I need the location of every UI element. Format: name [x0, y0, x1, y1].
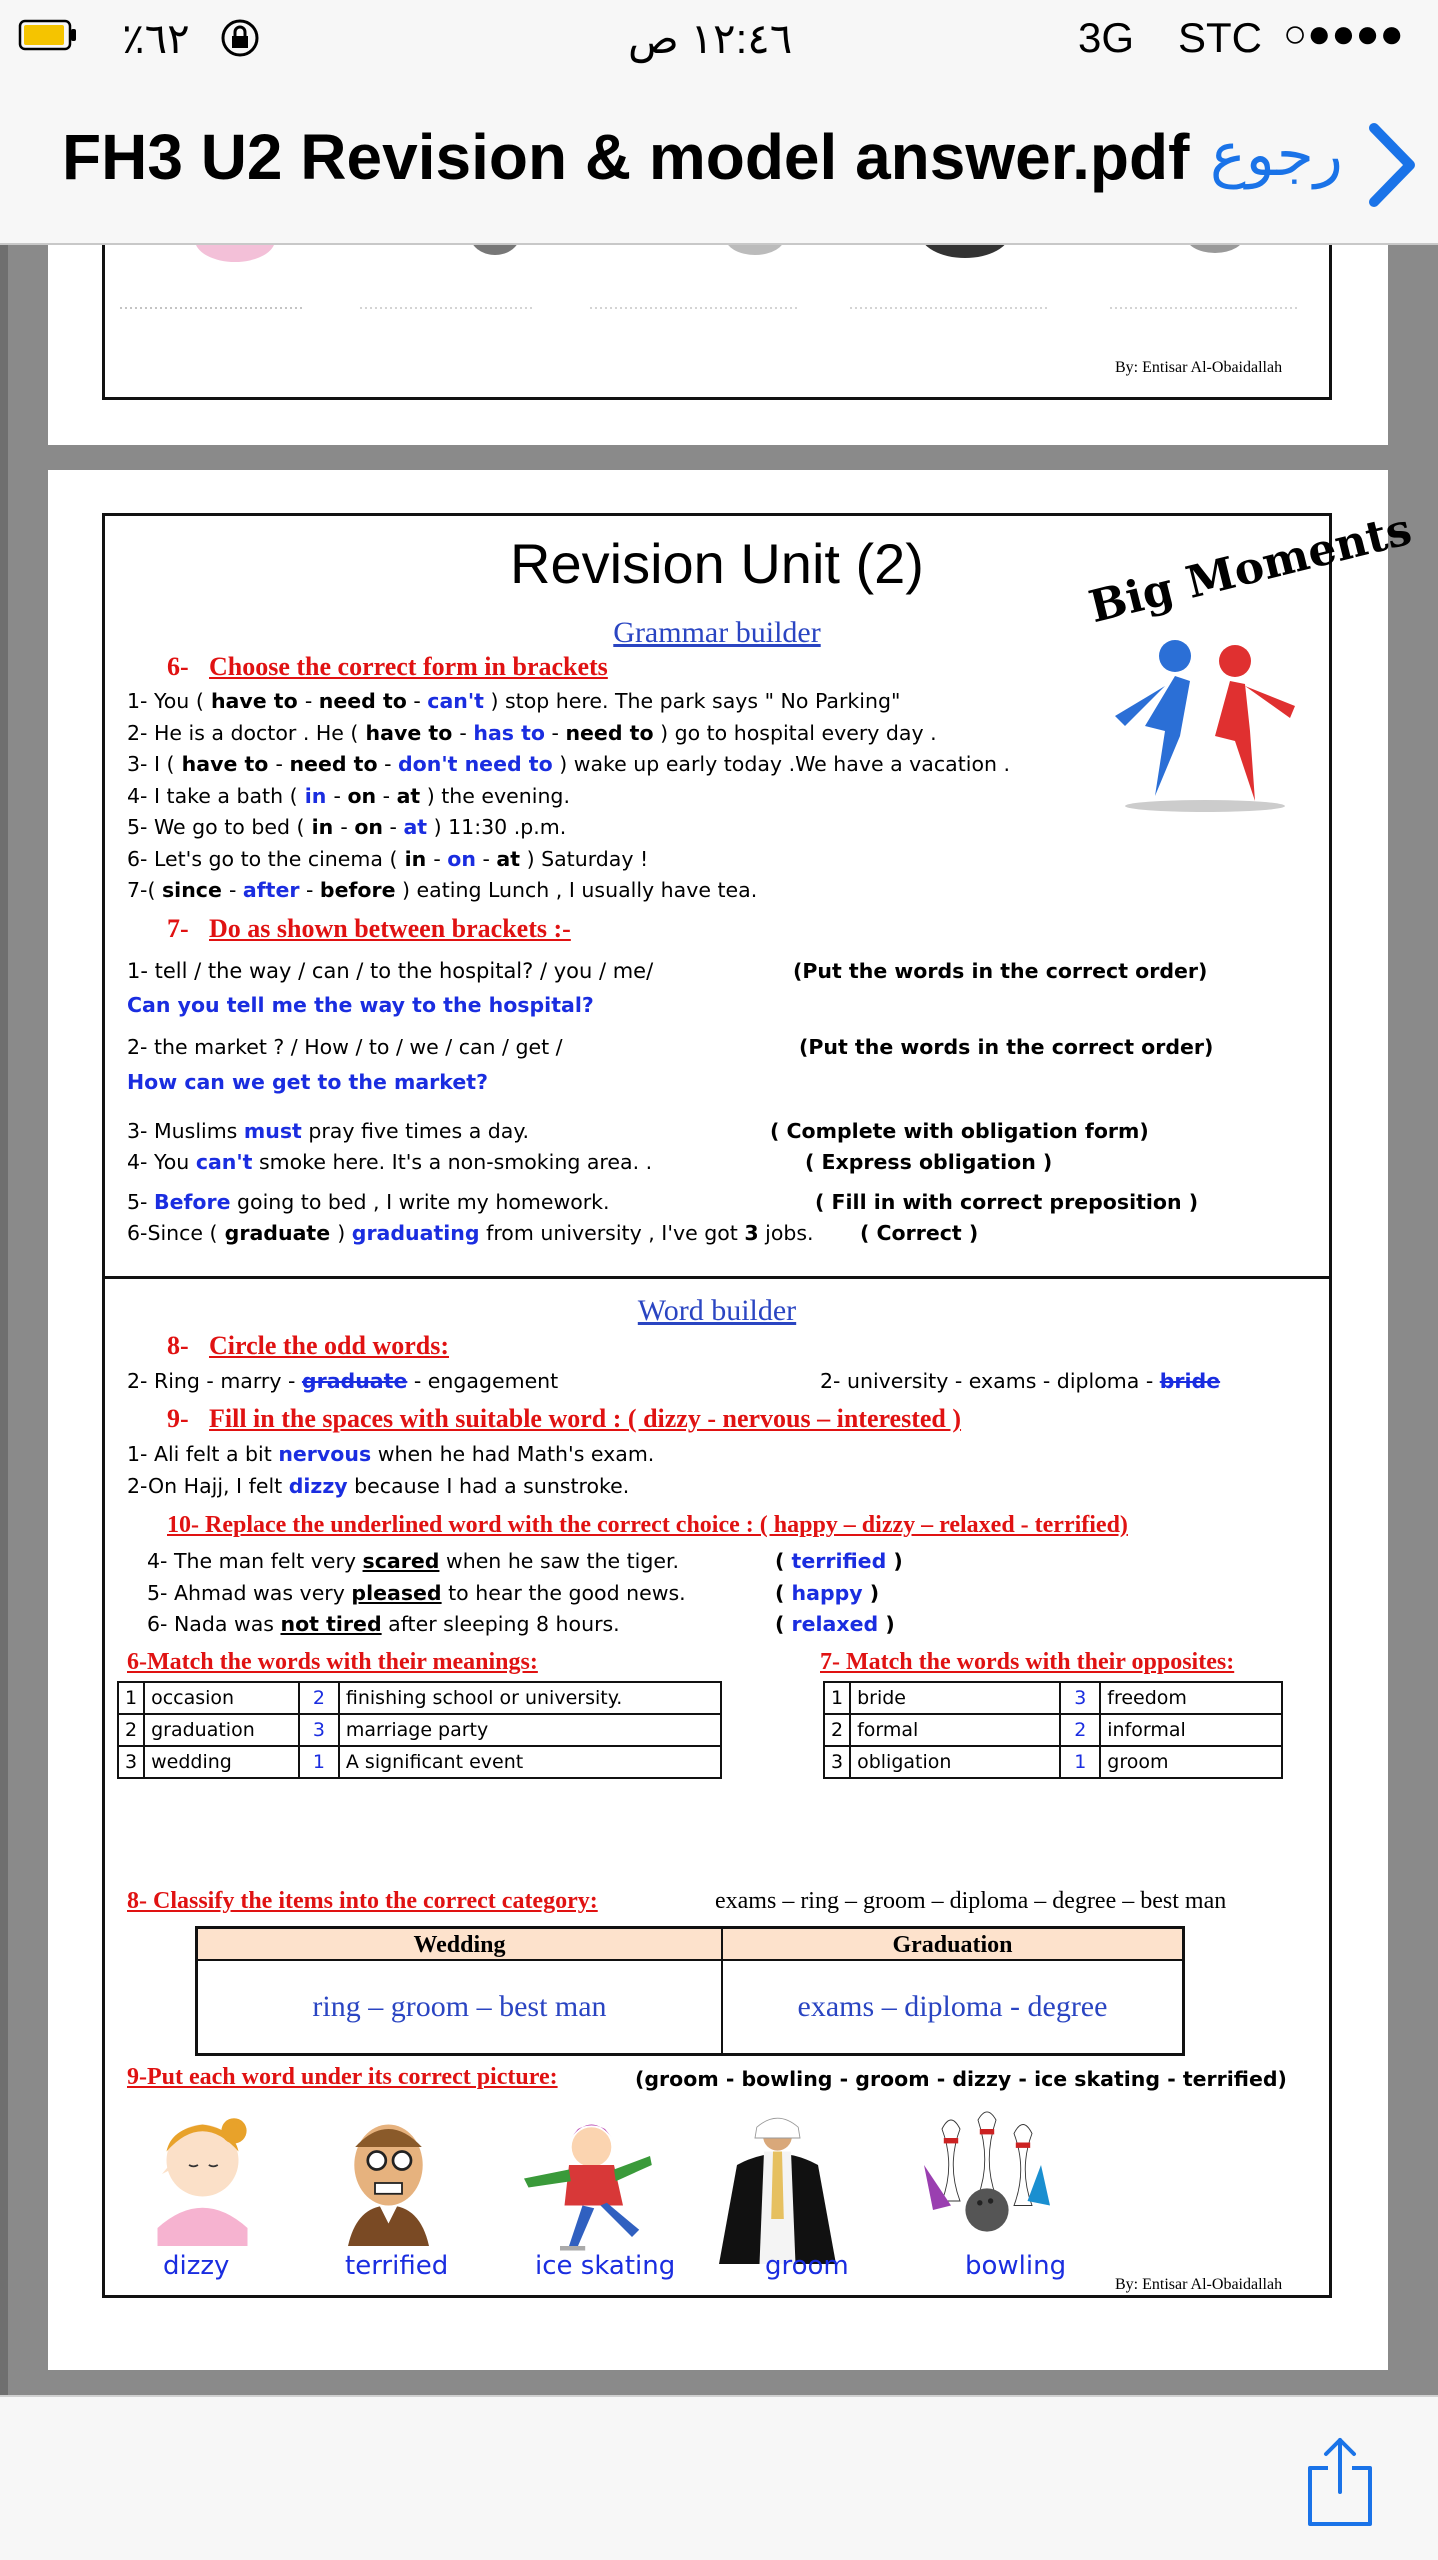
status-bar	[0, 0, 1438, 80]
ice-skating-girl-picture	[515, 2111, 659, 2260]
w10-title: 10- Replace the underlined word with the correct choice : ( happy – dizzy – relaxed - terrified)	[167, 1512, 1128, 1538]
battery-percent: ٪٦٢	[122, 15, 190, 62]
s6-line-part: at	[403, 815, 428, 839]
s6-line-part: -	[304, 689, 319, 713]
match-cell: groom	[1100, 1746, 1282, 1778]
word-builder-heading: Word builder	[637, 1294, 797, 1327]
match-row	[118, 1682, 721, 1714]
s6-line-part: -	[299, 878, 320, 902]
picture-word-bank: (groom - bowling - groom - dizzy - ice skating - terrified)	[635, 2067, 1287, 2091]
clock: ١٢:٤٦ ص	[628, 15, 793, 62]
s6-line-part: We go to bed (	[153, 815, 305, 839]
w10-answer-word: terrified	[791, 1549, 887, 1573]
s6-line-part: -	[228, 878, 243, 902]
w10-line	[147, 1611, 620, 1637]
w10-paren-open: (	[775, 1549, 792, 1573]
s6-line-part: I take a bath (	[153, 783, 298, 808]
w10-answer	[775, 1580, 879, 1606]
match-cell: marriage party	[339, 1714, 721, 1746]
s7-hint-4: ( Express obligation )	[805, 1150, 1053, 1174]
rotation-lock-icon	[218, 16, 262, 70]
s7-hint-1: (Put the words in the correct order)	[793, 959, 1208, 983]
match-cell: occasion	[144, 1682, 299, 1714]
grammar-builder-heading: Grammar builder	[613, 616, 821, 649]
classify-title: 8- Classify the items into the correct category:	[127, 1888, 598, 1914]
back-button[interactable]	[1200, 110, 1420, 210]
s6-line-part: -	[459, 720, 474, 745]
s6-line-part: before	[319, 878, 396, 902]
s6-line-part: at	[396, 783, 421, 808]
match-6-title: 6-Match the words with their meanings:	[127, 1649, 538, 1675]
picture-strip-clipped	[135, 245, 1359, 285]
s6-line-part: have to	[174, 752, 276, 776]
answer-lines	[120, 300, 1310, 318]
s6-line-part: ) eating Lunch , I usually have tea.	[395, 878, 758, 902]
match-cell: formal	[850, 1714, 1060, 1746]
groom-picture	[710, 2111, 845, 2273]
s7-hint-5: ( Fill in with correct preposition )	[815, 1190, 1199, 1214]
s6-line-part: have to	[358, 720, 460, 745]
s6-line-part: on	[347, 783, 377, 808]
match-cell: obligation	[850, 1746, 1060, 1778]
picture-caption: bowling	[965, 2251, 1067, 2281]
w10-underlined: pleased	[351, 1580, 442, 1605]
share-icon	[1300, 2432, 1380, 2532]
w10-underlined: not tired	[280, 1612, 382, 1636]
s6-line-part: since	[161, 878, 229, 902]
s6-line	[127, 688, 900, 714]
match-row	[824, 1682, 1282, 1714]
w10-post: when he saw the tiger.	[439, 1549, 680, 1573]
w10-paren-close: )	[886, 1549, 903, 1573]
match-cell: 3	[1060, 1682, 1100, 1714]
w10-answer	[775, 1548, 903, 1574]
classify-table	[195, 1926, 1185, 2056]
w10-paren-close: )	[878, 1612, 895, 1636]
pdf-page-2	[48, 470, 1417, 2370]
page-1-frame	[102, 245, 1332, 400]
match-cell: 3	[118, 1746, 144, 1778]
s6-line-part: ) stop here. The park says " No Parking"	[483, 689, 901, 713]
s6-line-part: need to	[318, 689, 407, 713]
s6-line-part: in	[304, 815, 341, 839]
match-cell: 2	[1060, 1714, 1100, 1746]
w10-underlined: scared	[362, 1549, 440, 1573]
s6-line-part: on	[447, 846, 476, 871]
s6-line	[127, 720, 937, 746]
classify-items: exams – ring – groom – diploma – degree – best man	[715, 1888, 1227, 1914]
s6-line-part: can't	[427, 689, 484, 713]
s6-line-part: has to	[473, 720, 545, 745]
match-cell: bride	[850, 1682, 1060, 1714]
match-cell: graduation	[144, 1714, 299, 1746]
s6-line-part: -	[340, 815, 355, 839]
match-cell: wedding	[144, 1746, 299, 1778]
s6-line-part: -	[545, 720, 566, 745]
s6-line-part: don't need to	[398, 752, 553, 776]
pdf-page-1	[48, 245, 1388, 445]
s6-line-number: 7-(	[127, 878, 162, 902]
s7-hint-3: ( Complete with obligation form)	[770, 1119, 1149, 1143]
s6-line-part: -	[376, 783, 397, 808]
s6-line-part: -	[433, 846, 448, 871]
terrified-man-picture	[330, 2111, 447, 2251]
s6-line-part: at	[496, 846, 521, 871]
s6-line-part: You (	[153, 689, 204, 713]
match-row	[118, 1746, 721, 1778]
s6-line	[127, 783, 570, 809]
s6-line-number: 4-	[127, 783, 154, 808]
s6-line-part: -	[377, 752, 398, 776]
graduation-items: exams – diploma - degree	[797, 1990, 1108, 2023]
s6-line-part: ) go to hospital every day .	[653, 720, 937, 745]
s6-line-number: 3-	[127, 752, 154, 776]
match-cell: informal	[1100, 1714, 1282, 1746]
w8-title: Circle the odd words:	[209, 1331, 450, 1360]
document-title: FH3 U2 Revision & model answer.pdf	[62, 121, 1190, 193]
battery-icon	[18, 14, 78, 62]
s7-answer-2: How can we get to the market?	[127, 1070, 488, 1094]
s6-line-part: Let's go to the cinema (	[153, 846, 398, 871]
match-cell: 3	[824, 1746, 850, 1778]
s6-line-part: after	[242, 878, 300, 902]
match-cell: 2	[118, 1714, 144, 1746]
signal-strength-icon: ○●●●●	[1283, 12, 1404, 56]
match-7-table	[823, 1681, 1283, 1779]
w10-line	[147, 1580, 686, 1606]
match-7-title: 7- Match the words with their opposites:	[820, 1649, 1235, 1675]
s6-line-number: 2-	[127, 720, 154, 745]
s6-line-number: 5-	[127, 815, 154, 839]
s7-question-1: 1- tell / the way / can / to the hospital? / you / me/	[127, 959, 654, 983]
s7-question-6: 6-Since ( graduate ) graduating from university , I've got 3 jobs.	[127, 1221, 814, 1245]
page-2-frame	[102, 503, 1417, 2298]
chevron-right-icon	[1360, 120, 1420, 210]
scroll-edge	[0, 245, 8, 2395]
page-title: Revision Unit (2)	[510, 532, 924, 595]
s6-line-part: ) 11:30 .p.m.	[427, 815, 567, 839]
s6-line-part: need to	[565, 720, 654, 745]
s6-line-part: on	[354, 815, 384, 839]
section-divider	[105, 1276, 1329, 1279]
match-cell: 2	[824, 1714, 850, 1746]
w10-pre: 6- Nada was	[147, 1612, 281, 1636]
s6-line-number: 6-	[127, 846, 154, 871]
s7-hint-6: ( Correct )	[860, 1221, 979, 1245]
section-6-title: Choose the correct form in brackets	[209, 652, 608, 681]
picture-caption: dizzy	[163, 2251, 230, 2281]
logo-text: Big Moments	[1084, 503, 1417, 634]
s7-question-5: 5- Before going to bed , I write my homework.	[127, 1190, 610, 1214]
w10-post: after sleeping 8 hours.	[381, 1612, 620, 1636]
s7-question-4: 4- You can't smoke here. It's a non-smoking area. .	[127, 1150, 653, 1174]
w9-question-1: 1- Ali felt a bit nervous when he had Math's exam.	[127, 1442, 655, 1466]
w8-number: 8-	[167, 1331, 189, 1360]
match-cell: 2	[299, 1682, 339, 1714]
s6-line	[127, 814, 566, 840]
s6-line-part: -	[333, 783, 348, 808]
match-cell: 1	[299, 1746, 339, 1778]
section-6-number: 6-	[167, 652, 189, 681]
match-row	[824, 1746, 1282, 1778]
share-button[interactable]	[1300, 2432, 1380, 2532]
s7-hint-2: (Put the words in the correct order)	[799, 1035, 1214, 1059]
w10-paren-open: (	[775, 1580, 792, 1605]
w10-post: to hear the good news.	[441, 1580, 686, 1605]
w9-number: 9-	[167, 1404, 189, 1433]
s6-line-number: 1-	[127, 689, 154, 713]
s6-line-part: need to	[289, 752, 378, 776]
s7-question-2: 2- the market ? / How / to / we / can / get /	[127, 1035, 563, 1059]
picture-caption: terrified	[345, 2251, 449, 2281]
s6-line	[127, 846, 648, 872]
bowling-picture	[915, 2111, 1059, 2242]
picture-caption: groom	[765, 2251, 849, 2281]
wedding-items: ring – groom – best man	[198, 1961, 723, 2053]
match-cell: 1	[1060, 1746, 1100, 1778]
s6-line-part: I (	[153, 752, 175, 776]
w10-paren-open: (	[775, 1612, 792, 1636]
network-type: 3G	[1078, 14, 1135, 61]
match-6-table	[117, 1681, 722, 1779]
w10-paren-close: )	[862, 1580, 880, 1605]
page-1-credit: By: Entisar Al-Obaidallah	[1115, 359, 1283, 376]
match-row	[824, 1714, 1282, 1746]
match-cell: finishing school or university.	[339, 1682, 721, 1714]
s6-line-part: ) Saturday !	[520, 846, 649, 871]
w10-line	[147, 1548, 679, 1574]
section-7-number: 7-	[167, 914, 189, 943]
w9-title: Fill in the spaces with suitable word : ( dizzy - nervous – interested )	[209, 1404, 962, 1433]
match-cell: A significant event	[339, 1746, 721, 1778]
match-cell: 3	[299, 1714, 339, 1746]
navigation-bar	[0, 80, 1438, 245]
carrier-name: STC	[1178, 14, 1262, 61]
picture-caption: ice skating	[535, 2251, 676, 2281]
s6-line-part: -	[475, 846, 497, 871]
bottom-toolbar	[0, 2395, 1438, 2560]
w9-question-2: 2-On Hajj, I felt dizzy because I had a sunstroke.	[127, 1474, 630, 1498]
s6-line-part: have to	[203, 689, 305, 713]
w10-pre: 4- The man felt very	[147, 1549, 363, 1573]
page-2-credit: By: Entisar Al-Obaidallah	[1115, 2276, 1283, 2293]
s6-line-part: in	[397, 846, 434, 871]
w8-question-2: 2- university - exams - diploma - bride	[820, 1369, 1221, 1393]
s6-line-part: -	[275, 752, 290, 776]
s6-line-part: -	[406, 689, 428, 713]
match-cell: 1	[824, 1682, 850, 1714]
w10-answer	[775, 1611, 895, 1637]
w10-answer-word: happy	[791, 1580, 863, 1605]
s6-line	[127, 751, 1010, 777]
s6-line-part: in	[297, 783, 334, 808]
match-cell: 1	[118, 1682, 144, 1714]
back-label: رجوع	[1210, 120, 1343, 190]
w8-question-1: 2- Ring - marry - graduate - engagement	[127, 1369, 559, 1393]
s6-line-part: ) the evening.	[420, 783, 570, 808]
s6-line-part: He is a doctor . He (	[153, 720, 359, 745]
pdf-viewer[interactable]	[0, 245, 1438, 2395]
s6-line-part: -	[383, 815, 404, 839]
w10-answer-word: relaxed	[791, 1612, 879, 1636]
wedding-header: Wedding	[198, 1929, 723, 1961]
match-cell: freedom	[1100, 1682, 1282, 1714]
s6-line	[127, 877, 757, 903]
people-logo-icon	[1105, 626, 1305, 821]
s7-answer-1: Can you tell me the way to the hospital?	[127, 993, 594, 1017]
s7-question-3: 3- Muslims must pray five times a day.	[127, 1119, 530, 1143]
dizzy-girl-picture	[135, 2111, 270, 2251]
section-7-title: Do as shown between brackets :-	[209, 914, 571, 943]
picture-section-title: 9-Put each word under its correct picture:	[127, 2064, 558, 2090]
w10-pre: 5- Ahmad was very	[147, 1580, 352, 1605]
s6-line-part: ) wake up early today .We have a vacation .	[552, 752, 1011, 776]
match-row	[118, 1714, 721, 1746]
graduation-header: Graduation	[723, 1929, 1182, 1961]
